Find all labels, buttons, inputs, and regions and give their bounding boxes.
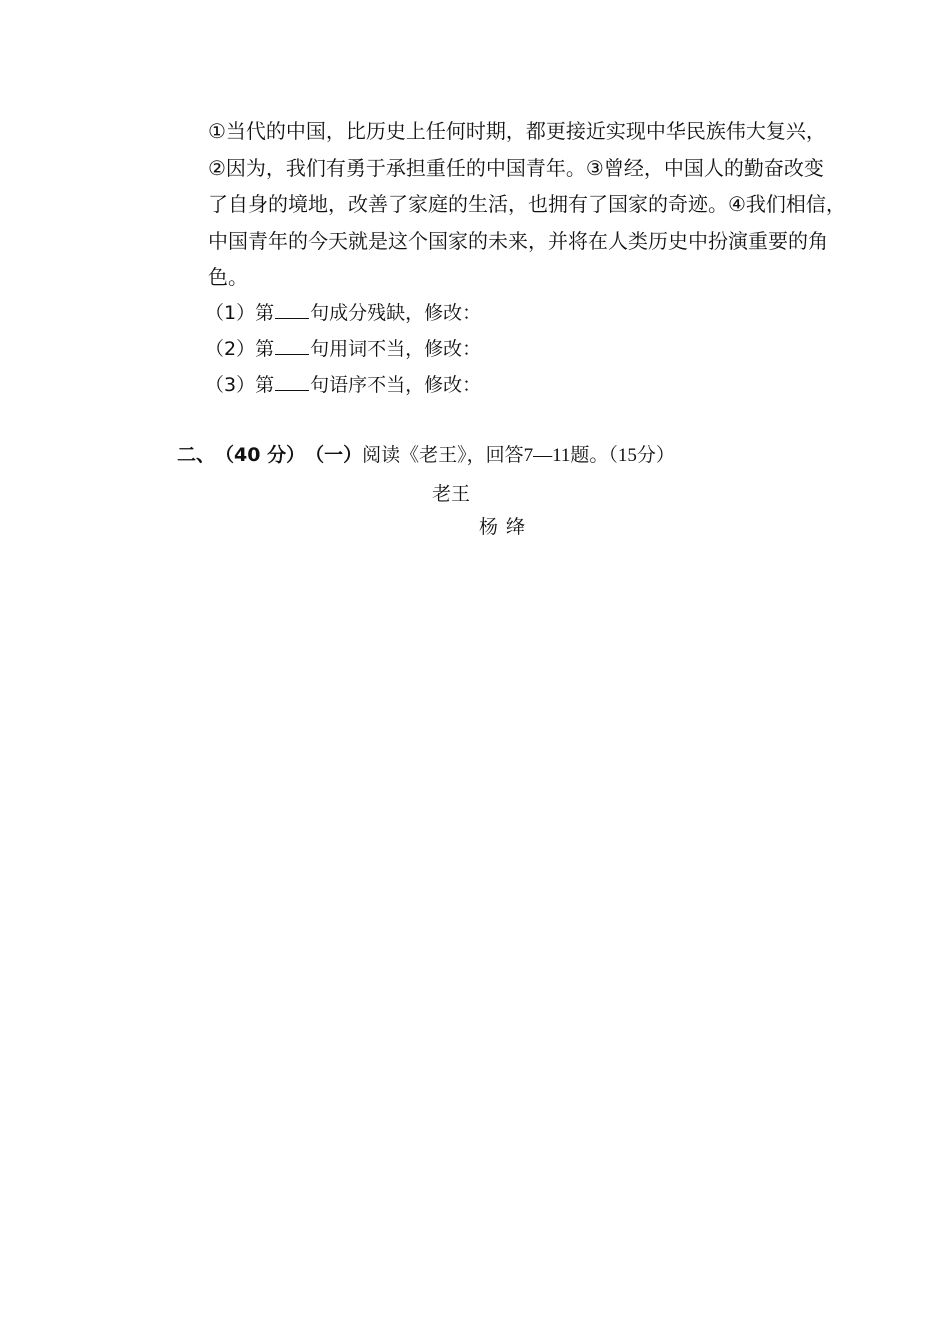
passage-line: ①当代的中国，比历史上任何时期，都更接近实现中华民族伟大复兴， [208, 119, 826, 143]
passage-line: 中国青年的今天就是这个国家的未来，并将在人类历史中扮演重要的角 [208, 228, 828, 253]
question-number: （3）第 [205, 374, 275, 396]
question-item [205, 331, 481, 367]
section-instruction: 分） [636, 444, 675, 466]
section-heading [177, 440, 675, 467]
article-author: 杨绛 [479, 516, 534, 538]
section-part: （一） [305, 444, 363, 466]
question-range: 7—11 [523, 445, 571, 466]
section-score: （40 分） [215, 444, 306, 466]
question-number: （1）第 [205, 302, 275, 324]
answer-blank[interactable] [275, 338, 309, 355]
section-instruction: 阅读《老王》，回答 [362, 444, 524, 466]
section-instruction: 题。（ [570, 444, 618, 466]
question-item [205, 295, 481, 331]
passage-line: 了自身的境地，改善了家庭的生活，也拥有了国家的奇迹。④我们相信， [208, 192, 846, 216]
passage-line: ②因为，我们有勇于承担重任的中国青年。③曾经，中国人的勤奋改变 [208, 155, 824, 180]
section-number: 二、 [177, 444, 216, 466]
question-list [205, 295, 481, 403]
question-number: （2）第 [205, 338, 275, 360]
answer-blank[interactable] [275, 302, 309, 319]
question-text: 句语序不当，修改： [310, 374, 482, 396]
passage-line: 色。 [208, 265, 248, 289]
answer-blank[interactable] [275, 374, 309, 391]
section-points: 15 [617, 445, 637, 466]
passage [208, 113, 846, 296]
article-title: 老王 [432, 483, 471, 505]
question-text: 句成分残缺，修改： [310, 302, 482, 324]
question-item [205, 367, 481, 403]
question-text: 句用词不当，修改： [310, 338, 482, 360]
